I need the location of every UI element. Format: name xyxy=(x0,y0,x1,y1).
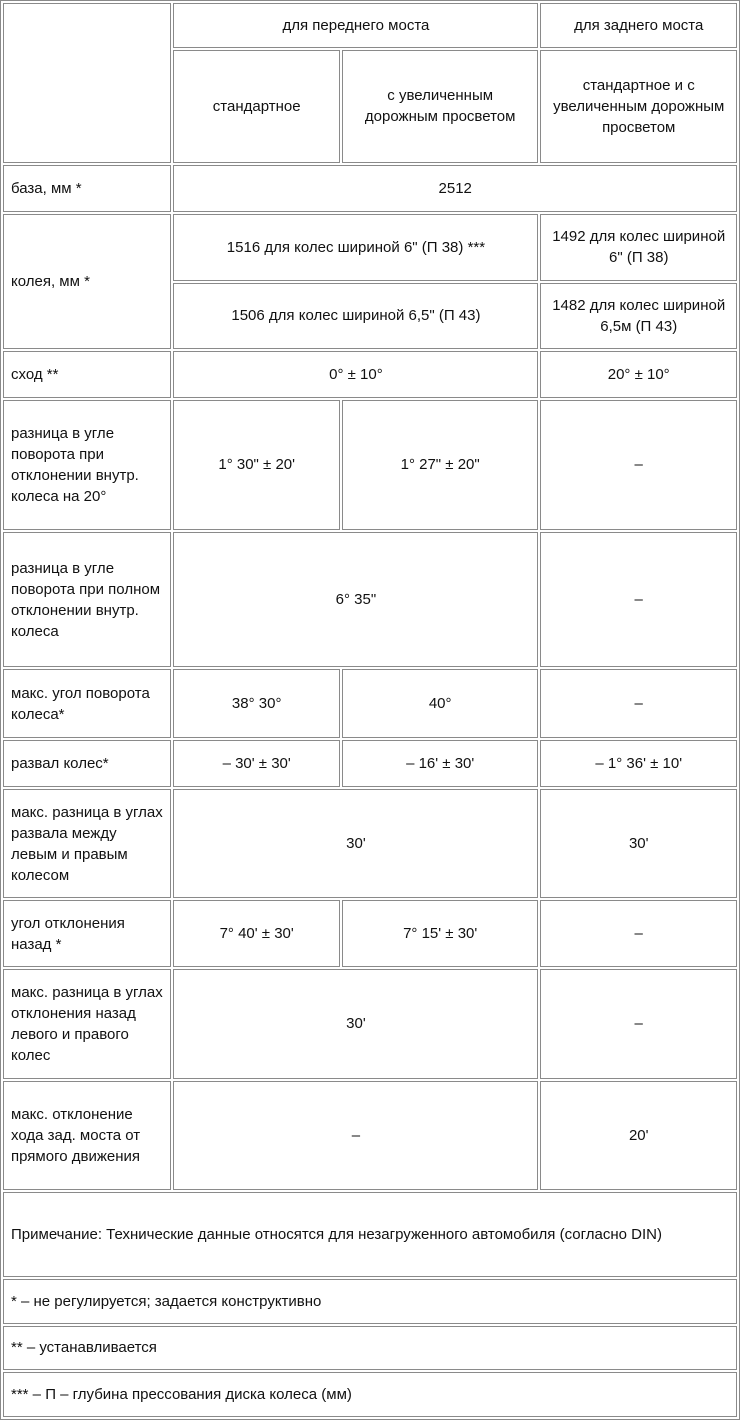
table-row xyxy=(3,789,737,898)
row-label-turn-diff-20: разница в угле поворота при отклонении внутр. колеса на 20° xyxy=(3,400,171,530)
value-turn-diff-20-rear: – xyxy=(540,400,737,530)
footnote-2: ** – устанавливается xyxy=(3,1326,737,1371)
value-track-front-1: 1516 для колес шириной 6" (П 38) *** xyxy=(173,214,538,281)
value-camber-diff-rear: 30' xyxy=(540,789,737,898)
row-label-track: колея, мм * xyxy=(3,214,171,350)
table-row xyxy=(3,351,737,398)
value-caster-rear: – xyxy=(540,900,737,967)
footnote-row xyxy=(3,1279,737,1324)
header-rear-both: стандартное и с увеличенным дорожным просветом xyxy=(540,50,737,163)
row-label-max-steer: макс. угол поворота колеса* xyxy=(3,669,171,738)
value-track-rear-2: 1482 для колес шириной 6,5м (П 43) xyxy=(540,283,737,350)
table-row xyxy=(3,1081,737,1190)
value-camber-diff-front: 30' xyxy=(173,789,538,898)
header-front-axle: для переднего моста xyxy=(173,3,538,48)
footnote-row xyxy=(3,1372,737,1417)
note-row xyxy=(3,1192,737,1277)
header-raised: с увеличенным дорожным просветом xyxy=(342,50,539,163)
value-camber-raised: – 16' ± 30' xyxy=(342,740,539,787)
value-camber-rear: – 1° 36' ± 10' xyxy=(540,740,737,787)
row-label-camber: развал колес* xyxy=(3,740,171,787)
value-turn-diff-full-front: 6° 35" xyxy=(173,532,538,668)
row-label-base: база, мм * xyxy=(3,165,171,212)
value-caster-raised: 7° 15' ± 30' xyxy=(342,900,539,967)
footnote-row xyxy=(3,1326,737,1371)
header-standard: стандартное xyxy=(173,50,339,163)
row-label-caster: угол отклонения назад * xyxy=(3,900,171,967)
value-track-rear-1: 1492 для колес шириной 6" (П 38) xyxy=(540,214,737,281)
table-row xyxy=(3,165,737,212)
value-toe-rear: 20° ± 10° xyxy=(540,351,737,398)
value-max-steer-raised: 40° xyxy=(342,669,539,738)
header-row-axles xyxy=(3,3,737,48)
value-base: 2512 xyxy=(173,165,737,212)
value-max-steer-rear: – xyxy=(540,669,737,738)
header-rear-axle: для заднего моста xyxy=(540,3,737,48)
table-row xyxy=(3,214,737,281)
value-thrust-front: – xyxy=(173,1081,538,1190)
row-label-turn-diff-full: разница в угле поворота при полном отклонении внутр. колеса xyxy=(3,532,171,668)
value-camber-standard: – 30' ± 30' xyxy=(173,740,339,787)
value-thrust-rear: 20' xyxy=(540,1081,737,1190)
table-row xyxy=(3,900,737,967)
value-max-steer-standard: 38° 30° xyxy=(173,669,339,738)
row-label-toe: сход ** xyxy=(3,351,171,398)
value-track-front-2: 1506 для колес шириной 6,5" (П 43) xyxy=(173,283,538,350)
table-row xyxy=(3,400,737,530)
value-caster-diff-rear: – xyxy=(540,969,737,1078)
footnote-3: *** – П – глубина прессования диска колеса (мм) xyxy=(3,1372,737,1417)
row-label-thrust: макс. отклонение хода зад. моста от прямого движения xyxy=(3,1081,171,1190)
table-row xyxy=(3,740,737,787)
value-caster-diff-front: 30' xyxy=(173,969,538,1078)
row-label-caster-diff: макс. разница в углах отклонения назад левого и правого колес xyxy=(3,969,171,1078)
row-label-camber-diff: макс. разница в углах развала между левым и правым колесом xyxy=(3,789,171,898)
footnote-1: * – не регулируется; задается конструктивно xyxy=(3,1279,737,1324)
header-empty-cell xyxy=(3,3,171,163)
value-caster-standard: 7° 40' ± 30' xyxy=(173,900,339,967)
value-turn-diff-full-rear: – xyxy=(540,532,737,668)
note-text: Примечание: Технические данные относятся для незагруженного автомобиля (согласно DIN) xyxy=(3,1192,737,1277)
value-turn-diff-20-standard: 1° 30" ± 20' xyxy=(173,400,339,530)
table-row xyxy=(3,969,737,1078)
value-toe-front: 0° ± 10° xyxy=(173,351,538,398)
value-turn-diff-20-raised: 1° 27" ± 20" xyxy=(342,400,539,530)
table-row xyxy=(3,669,737,738)
table-row xyxy=(3,532,737,668)
